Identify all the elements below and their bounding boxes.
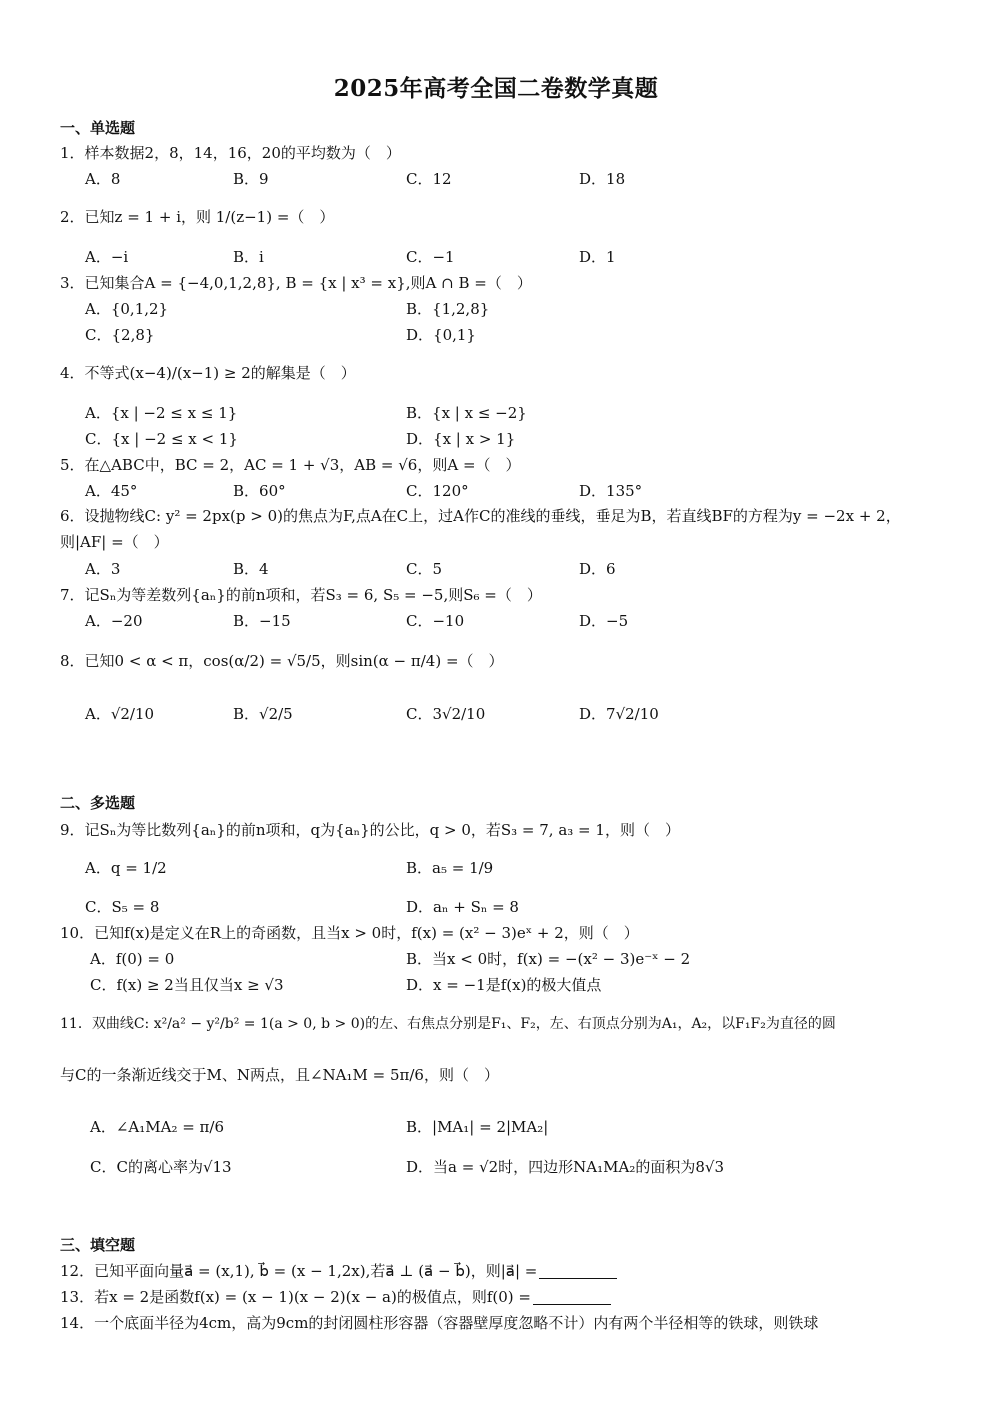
option-11d: D．当a = √2时，四边形NA₁MA₂的面积为8√3 [406, 1158, 724, 1176]
option-9d: D．aₙ + Sₙ = 8 [406, 898, 519, 916]
answer-blank-12[interactable] [539, 1262, 617, 1279]
option-3d: D．{0,1} [406, 326, 476, 344]
question-6: 6．设抛物线C: y² = 2px(p > 0)的焦点为F,点A在C上，过A作C的准线的垂线，垂足为B，若直线BF的方程为y = −2x + 2，则|AF| =（ ） [60, 507, 901, 551]
question-12-text: 12．已知平面向量a⃗ = (x,1), b⃗ = (x − 1,2x),若a⃗ ⊥ (a⃗ − b⃗)，则|a⃗| = [60, 1262, 538, 1280]
question-8: 8．已知0 < α < π，cos(α/2) = √5/5，则sin(α − π/4) =（ ） [60, 652, 504, 670]
option-4d: D．{x | x > 1} [406, 430, 516, 448]
page-title: 2025年高考全国二卷数学真题 [333, 75, 659, 102]
question-7: 7．记Sₙ为等差数列{aₙ}的前n项和，若S₃ = 6, S₅ = −5,则S₆ =（ ） [60, 586, 542, 604]
option-6a: A．3 [85, 560, 121, 578]
option-5a: A．45° [85, 482, 138, 500]
option-10c: C．f(x) ≥ 2当且仅当x ≥ √3 [90, 976, 284, 994]
question-5: 5．在△ABC中，BC = 2，AC = 1 + √3，AB = √6，则A =（ ） [60, 456, 521, 474]
option-5c: C．120° [406, 482, 469, 500]
option-10d: D．x = −1是f(x)的极大值点 [406, 976, 602, 994]
option-11b: B．|MA₁| = 2|MA₂| [406, 1118, 549, 1136]
option-6d: D．6 [579, 560, 616, 578]
option-11a: A．∠A₁MA₂ = π/6 [90, 1118, 225, 1136]
question-10: 10．已知f(x)是定义在R上的奇函数，且当x > 0时，f(x) = (x² − 3)eˣ + 2，则（ ） [60, 924, 639, 942]
section-heading-fill-in: 三、填空题 [60, 1236, 136, 1254]
option-7c: C．−10 [406, 612, 465, 630]
option-7b: B．−15 [233, 612, 291, 630]
option-2c: C．−1 [406, 248, 455, 266]
question-3: 3．已知集合A = {−4,0,1,2,8}, B = {x | x³ = x},则A ∩ B =（ ） [60, 274, 532, 292]
option-9b: B．a₅ = 1/9 [406, 859, 494, 877]
option-8b: B．√2/5 [233, 705, 293, 723]
option-7d: D．−5 [579, 612, 629, 630]
option-9c: C．S₅ = 8 [85, 898, 160, 916]
question-11-line-2: 与C的一条渐近线交于M、N两点，且∠NA₁M = 5π/6，则（ ） [60, 1066, 499, 1084]
option-5d: D．135° [579, 482, 643, 500]
option-3a: A．{0,1,2} [85, 300, 169, 318]
option-8c: C．3√2/10 [406, 705, 486, 723]
question-1: 1．样本数据2，8，14，16，20的平均数为（ ） [60, 144, 401, 162]
section-heading-single-choice: 一、单选题 [60, 119, 136, 137]
question-12 [60, 1261, 617, 1281]
option-1a: A．8 [85, 170, 121, 188]
question-14: 14．一个底面半径为4cm，高为9cm的封闭圆柱形容器（容器壁厚度忽略不计）内有两个半径相等的铁球，则铁球 [60, 1314, 819, 1332]
option-10a: A．f(0) = 0 [90, 950, 175, 968]
option-10b: B．当x < 0时，f(x) = −(x² − 3)e⁻ˣ − 2 [406, 950, 691, 968]
option-1c: C．12 [406, 170, 452, 188]
option-6b: B．4 [233, 560, 269, 578]
question-2: 2．已知z = 1 + i，则 1/(z−1) =（ ） [60, 208, 335, 226]
option-2b: B．i [233, 248, 264, 266]
question-9: 9．记Sₙ为等比数列{aₙ}的前n项和，q为{aₙ}的公比，q > 0，若S₃ = 7, a₃ = 1，则（ ） [60, 821, 680, 839]
answer-blank-13[interactable] [533, 1288, 611, 1305]
question-4: 4．不等式(x−4)/(x−1) ≥ 2的解集是（ ） [60, 364, 356, 382]
option-4c: C．{x | −2 ≤ x < 1} [85, 430, 238, 448]
option-4b: B．{x | x ≤ −2} [406, 404, 527, 422]
option-9a: A．q = 1/2 [85, 859, 167, 877]
option-4a: A．{x | −2 ≤ x ≤ 1} [85, 404, 238, 422]
option-3c: C．{2,8} [85, 326, 155, 344]
option-8a: A．√2/10 [85, 705, 155, 723]
option-2d: D．1 [579, 248, 616, 266]
option-5b: B．60° [233, 482, 286, 500]
section-heading-multiple-choice: 二、多选题 [60, 794, 136, 812]
option-6c: C．5 [406, 560, 443, 578]
option-1b: B．9 [233, 170, 269, 188]
option-7a: A．−20 [85, 612, 143, 630]
option-8d: D．7√2/10 [579, 705, 659, 723]
option-2a: A．−i [85, 248, 129, 266]
question-13 [60, 1287, 611, 1307]
option-3b: B．{1,2,8} [406, 300, 490, 318]
question-13-text: 13．若x = 2是函数f(x) = (x − 1)(x − 2)(x − a)的极值点，则f(0) = [60, 1288, 531, 1306]
question-11-line-1: 11．双曲线C: x²/a² − y²/b² = 1(a > 0, b > 0)的左、右焦点分别是F₁、F₂，左、右顶点分别为A₁，A₂，以F₁F₂为直径的圆 [60, 1016, 836, 1032]
option-1d: D．18 [579, 170, 626, 188]
option-11c: C．C的离心率为√13 [90, 1158, 232, 1176]
